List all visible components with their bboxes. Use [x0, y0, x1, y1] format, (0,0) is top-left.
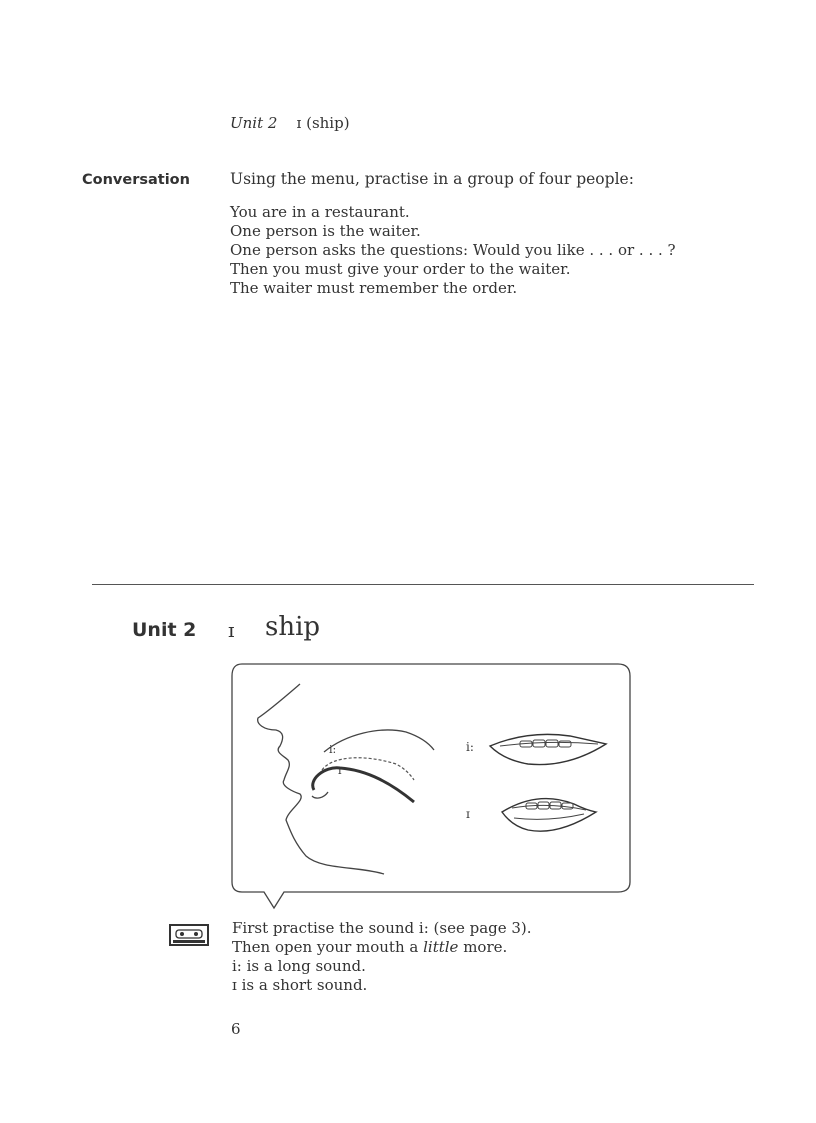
instruction-line: i: is a long sound. [232, 957, 366, 975]
lower-jaw-icon [312, 792, 328, 798]
conversation-label: Conversation [82, 172, 190, 188]
section-divider [92, 584, 754, 585]
running-head-sound: ɪ (ship) [296, 114, 350, 132]
instruction-lines [232, 919, 532, 995]
tongue-label-short: ɪ [338, 764, 342, 777]
tongue-label-long: i: [329, 743, 337, 756]
conversation-line: Then you must give your order to the waiter. [230, 260, 571, 278]
cassette-icon [169, 924, 209, 950]
conversation-intro: Using the menu, practise in a group of four people: [230, 170, 634, 188]
conversation-lines [230, 203, 676, 298]
instruction-text: more. [458, 938, 508, 956]
unit-phonetic-symbol: ɪ [228, 618, 235, 642]
running-head-unit: Unit 2 [230, 114, 278, 132]
conversation-line: One person is the waiter. [230, 222, 421, 240]
mouth-diagram-svg [228, 660, 634, 912]
instruction-text: Then open your mouth a [232, 938, 424, 956]
mouth-label-short: ɪ [466, 807, 470, 821]
instruction-line [232, 938, 532, 957]
mouth-label-long: i: [466, 740, 474, 754]
running-head [230, 114, 350, 132]
unit-title: Unit 2 [132, 619, 197, 641]
instruction-line: First practise the sound i: (see page 3). [232, 919, 532, 937]
tongue-short-icon [313, 768, 414, 802]
palate-icon [324, 730, 434, 752]
conversation-line: The waiter must remember the order. [230, 279, 518, 297]
conversation-line: You are in a restaurant. [230, 203, 410, 221]
mouth-long-icon [490, 734, 606, 764]
conversation-line: One person asks the questions: Would you like . . . or . . . ? [230, 241, 676, 259]
face-profile-icon [258, 684, 384, 874]
instruction-line: ɪ is a short sound. [232, 976, 368, 994]
unit-keyword: ship [265, 612, 321, 642]
diagram-frame [232, 664, 630, 908]
mouth-short-icon [502, 799, 596, 832]
mouth-diagram [228, 660, 634, 916]
page-number: 6 [231, 1020, 241, 1038]
emphasis-text: little [423, 938, 459, 956]
